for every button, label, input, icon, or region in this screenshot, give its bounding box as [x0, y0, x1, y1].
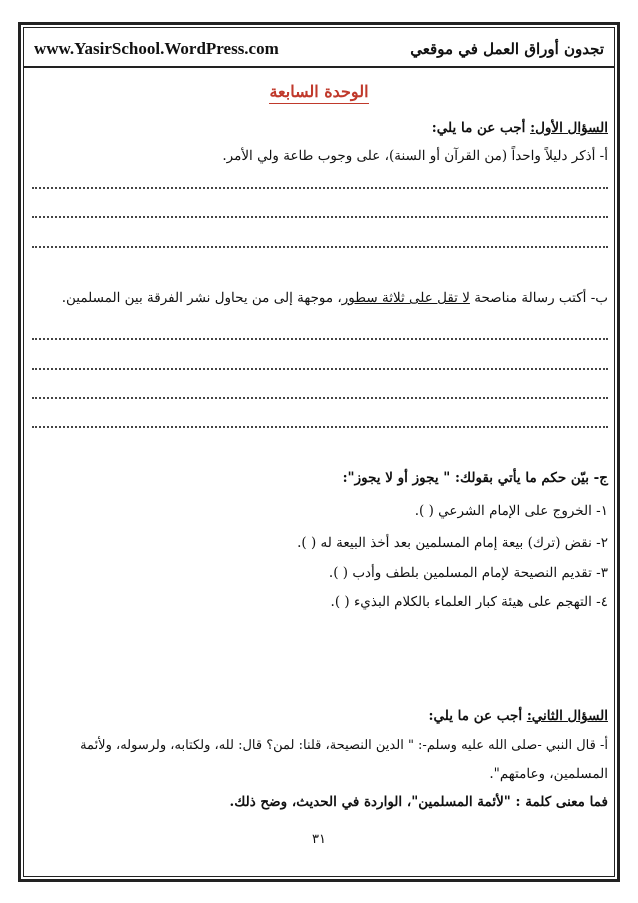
page-header	[28, 34, 610, 64]
q2-heading	[429, 708, 608, 724]
q2-label: السؤال الثاني:	[526, 708, 608, 724]
answer-line[interactable]	[32, 338, 608, 340]
header-arabic-text: تجدون أوراق العمل في موقعي	[410, 40, 604, 58]
q1-heading	[432, 120, 608, 136]
answer-line[interactable]	[32, 368, 608, 370]
q1-item-2: ٢- نقض (ترك) بيعة إمام المسلمين بعد أخذ البيعة له ( ).	[297, 535, 608, 551]
q1-b-underlined: لا تقل على ثلاثة سطور	[341, 290, 470, 306]
page-number: ٣١	[312, 832, 326, 847]
header-rule	[23, 66, 615, 68]
q1-part-a: أ- أذكر دليلاً واحداً (من القرآن أو السنة)، على وجوب طاعة ولي الأمر.	[222, 148, 608, 164]
answer-line[interactable]	[32, 216, 608, 218]
answer-line[interactable]	[32, 397, 608, 399]
q1-instruction: أجب عن ما يلي:	[431, 120, 526, 136]
q2-instruction: أجب عن ما يلي:	[428, 708, 523, 724]
q2-hadith-line-2: المسلمين، وعامتهم".	[489, 766, 608, 782]
q1-b-end: ، موجهة إلى من يحاول نشر الفرقة بين المسلمين.	[61, 290, 342, 306]
q1-item-3: ٣- تقديم النصيحة لإمام المسلمين بلطف وأدب ( ).	[328, 565, 608, 581]
q1-item-4: ٤- التهجم على هيئة كبار العلماء بالكلام البذيء ( ).	[330, 594, 608, 610]
q2-hadith-line-1: أ- قال النبي -صلى الله عليه وسلم-: " الدين النصيحة، قلنا: لمن؟ قال: لله، ولكتابه، ولرسوله، ولأئمة	[80, 738, 608, 753]
unit-title: الوحدة السابعة	[0, 82, 638, 101]
q1-part-b	[62, 290, 608, 306]
answer-line[interactable]	[32, 187, 608, 189]
q1-b-start: ب- أكتب رسالة مناصحة	[474, 290, 608, 306]
q1-part-c: ج- بيّن حكم ما يأتي بقولك: " يجوز أو لا يجوز":	[342, 470, 608, 486]
q1-label: السؤال الأول:	[530, 120, 608, 136]
site-url[interactable]: www.YasirSchool.WordPress.com	[34, 39, 279, 58]
answer-line[interactable]	[32, 426, 608, 428]
answer-line[interactable]	[32, 246, 608, 248]
q1-item-1: ١- الخروج على الإمام الشرعي ( ).	[414, 503, 608, 519]
q2-question: فما معنى كلمة : "لأئمة المسلمين"، الواردة في الحديث، وضح ذلك.	[229, 794, 608, 810]
